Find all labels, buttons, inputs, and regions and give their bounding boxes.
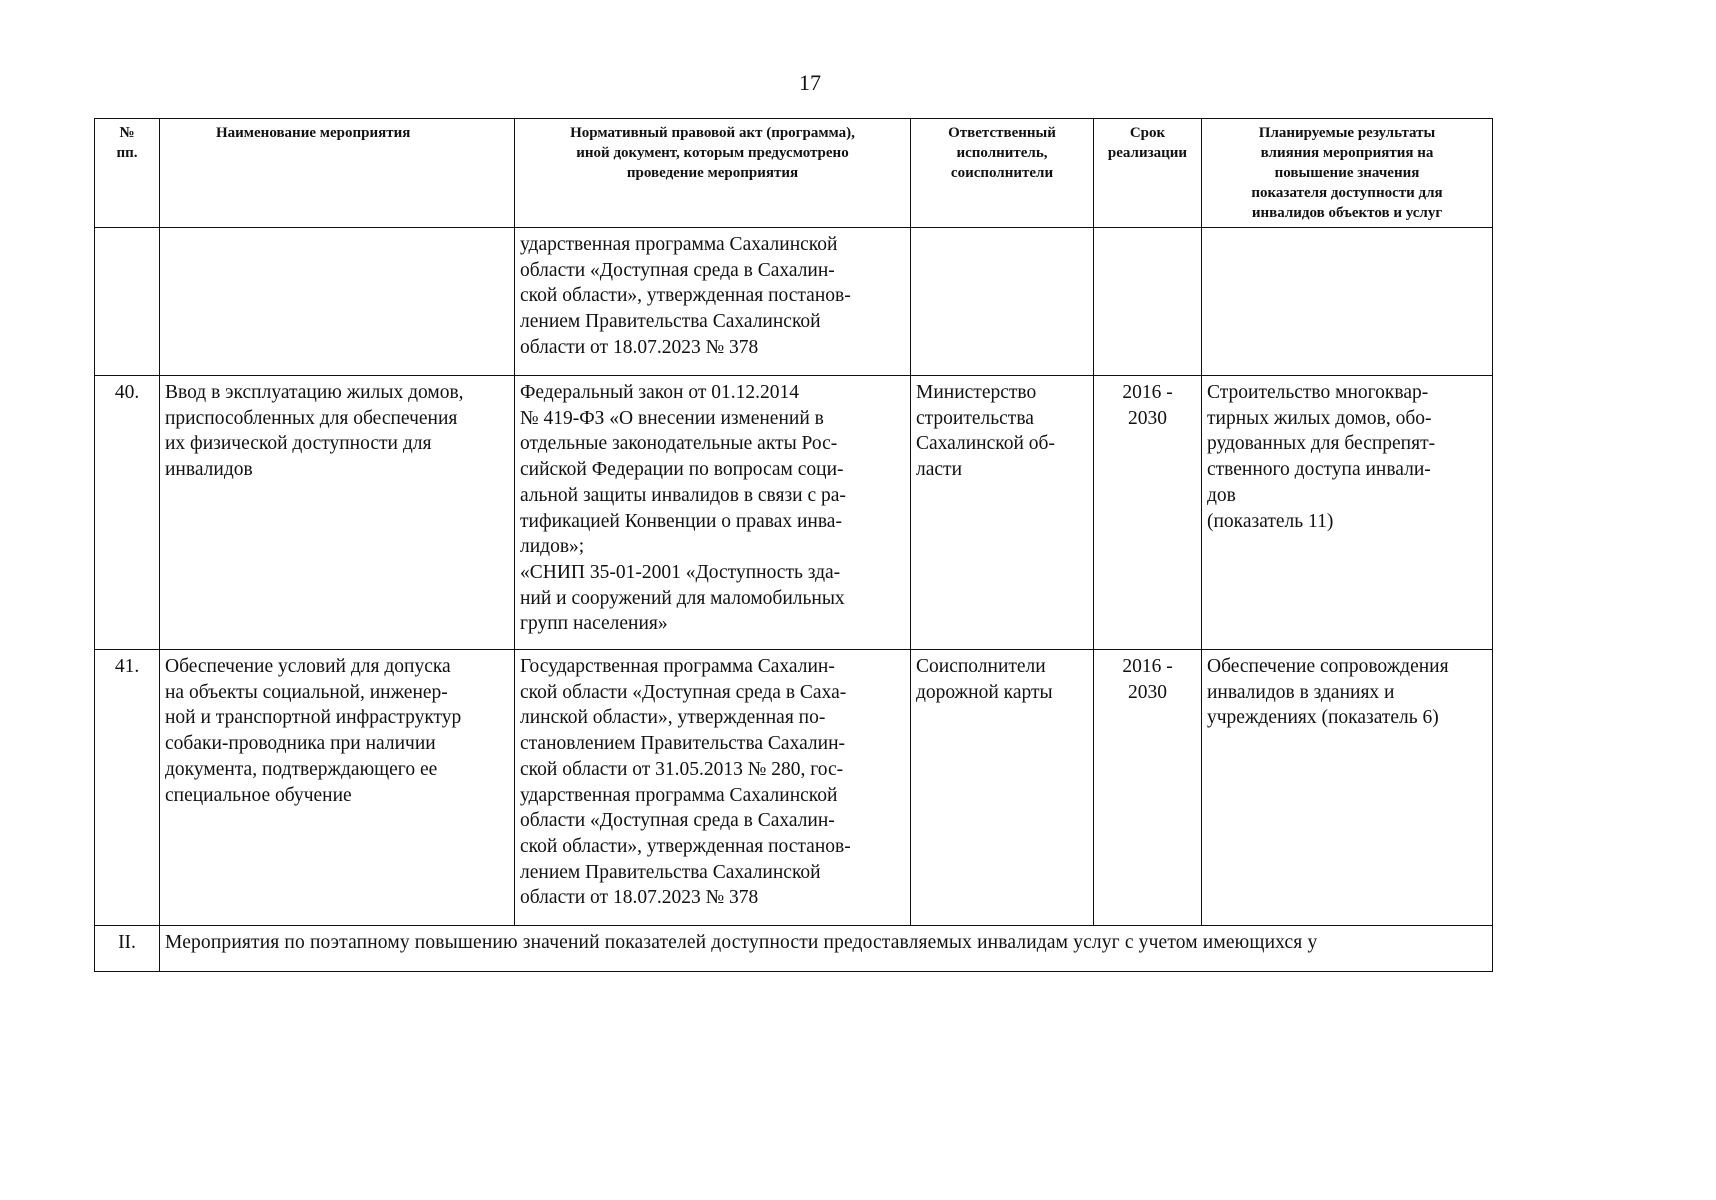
row-term: 2016 - 2030 [1094, 650, 1202, 926]
row-measure-name: Ввод в эксплуатацию жилых домов, приспособленных для обеспечения их физической доступности для инвалидов [160, 376, 515, 650]
page-number: 17 [799, 70, 821, 95]
row-executor [911, 228, 1094, 376]
table-row [95, 650, 1493, 926]
header-legal-act: Нормативный правовой акт (программа), иной документ, которым предусмотрено проведение мероприятия [515, 119, 911, 228]
row-executor: Министерство строительства Сахалинской об- ласти [911, 376, 1094, 650]
row-result: Строительство многоквар- тирных жилых домов, обо- рудованных для беспрепят- ственного доступа инвали- дов (показатель 11) [1202, 376, 1493, 650]
row-legal-act: Федеральный закон от 01.12.2014 № 419-ФЗ «О внесении изменений в отдельные законодательные акты Рос- сийской Федерации по вопросам соци- альной защиты инвалидов в связи с ра- тификацией Конвенции о правах инва- лидов»; «СНИП 35-01-2001 «Доступность зда- ний и сооружений для маломобильных групп населения» [515, 376, 911, 650]
header-term: Срок реализации [1094, 119, 1202, 228]
row-result: Обеспечение сопровождения инвалидов в зданиях и учреждениях (показатель 6) [1202, 650, 1493, 926]
row-executor: Соисполнители дорожной карты [911, 650, 1094, 926]
header-result: Планируемые результаты влияния мероприятия на повышение значения показателя доступности для инвалидов объектов и услуг [1202, 119, 1493, 228]
table-header-row [95, 119, 1493, 228]
row-result [1202, 228, 1493, 376]
row-number: 40. [95, 376, 160, 650]
row-legal-act: ударственная программа Сахалинской области «Доступная среда в Сахалин- ской области», утвержденная постанов- лением Правительства Сахалинской области от 18.07.2023 № 378 [515, 228, 911, 376]
row-measure-name: Обеспечение условий для допуска на объекты социальной, инженер- ной и транспортной инфраструктур собаки-проводника при наличии документа, подтверждающего ее специальное обучение [160, 650, 515, 926]
table-row [95, 228, 1493, 376]
section-row [95, 926, 1493, 972]
section-title: Мероприятия по поэтапному повышению значений показателей доступности предоставляемых инвалидам услуг с учетом имеющихся у [160, 926, 1493, 972]
row-number: 41. [95, 650, 160, 926]
row-measure-name [160, 228, 515, 376]
measures-table [94, 118, 1493, 972]
row-legal-act: Государственная программа Сахалин- ской области «Доступная среда в Саха- линской области», утвержденная по- становлением Правительства Сахалин- ской области от 31.05.2013 № 280, гос- ударственная программа Сахалинской области «Доступная среда в Сахалин- ской области», утвержденная постанов- лением Правительства Сахалинской области от 18.07.2023 № 378 [515, 650, 911, 926]
row-term [1094, 228, 1202, 376]
row-number [95, 228, 160, 376]
row-term: 2016 - 2030 [1094, 376, 1202, 650]
table-row [95, 376, 1493, 650]
header-number: № пп. [95, 119, 160, 228]
section-number: II. [95, 926, 160, 972]
header-measure-name: Наименование мероприятия [160, 119, 515, 228]
header-executor: Ответственный исполнитель, соисполнители [911, 119, 1094, 228]
